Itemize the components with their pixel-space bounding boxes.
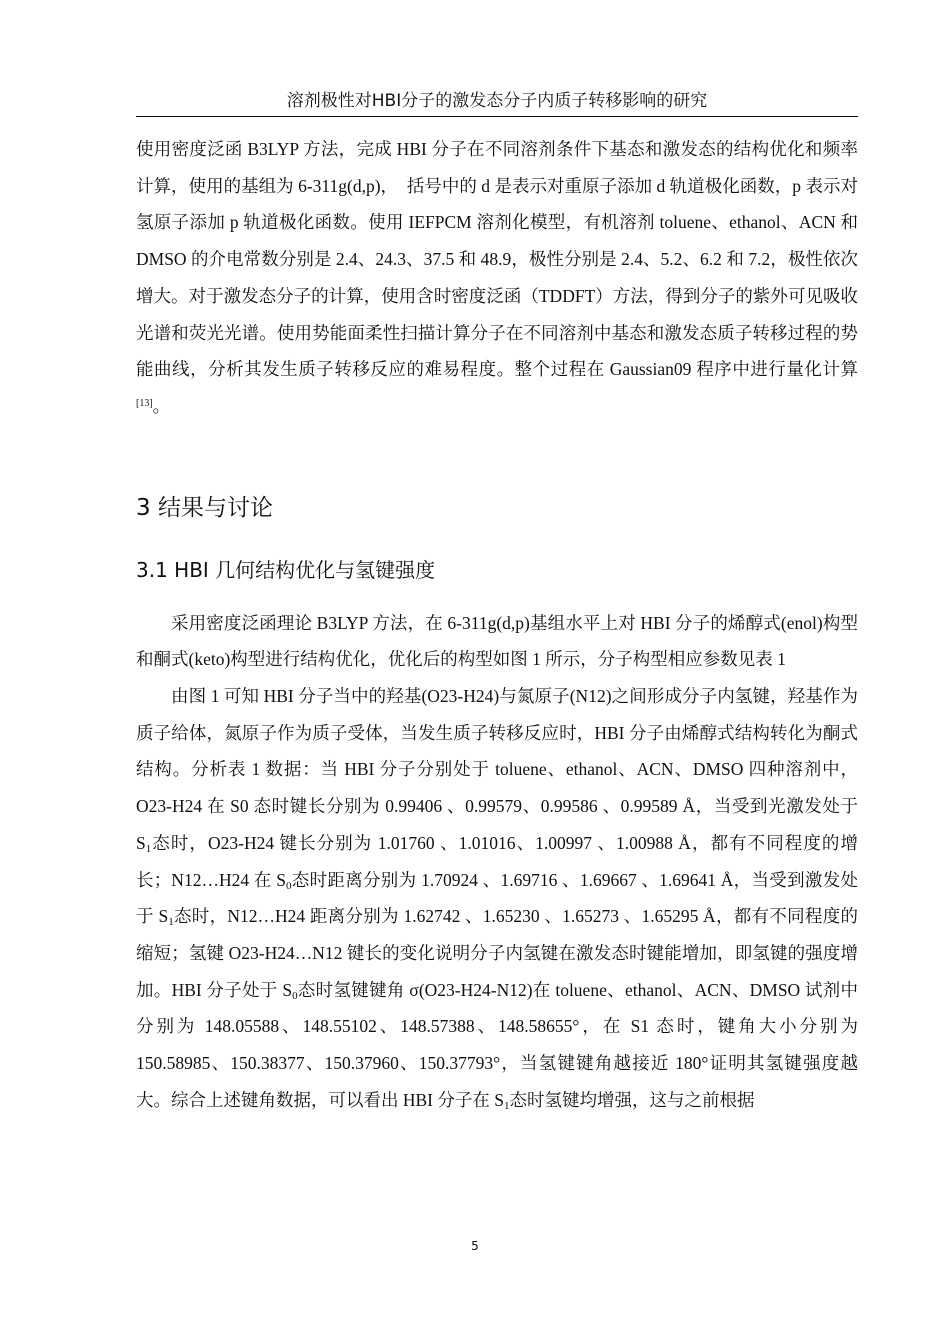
subscript: 1 xyxy=(168,916,174,929)
section-title: 3 结果与讨论 xyxy=(136,494,273,521)
methods-paragraph-end: 。 xyxy=(152,395,171,416)
paragraph-text: 态时氢键均增强，这与之前根据 xyxy=(509,1089,755,1110)
paragraph-text: 态时氢键键角 σ(O23-H24-N12)在 toluene、ethanol、ACN、DMSO 试剂中分别为 148.05588、148.55102、148.57388、148.58655°，在 S1 态时，键角大小分别为 150.58985、150.38377、150.37960、150.37793°，当氢键键角越接近 180°证明其氢键强度越大。综合上述键角数据，可以看出 HBI 分子在 S xyxy=(136,979,858,1110)
hydrogen-bond-paragraph xyxy=(136,678,858,1118)
paragraph-text: 态时，N12…H24 距离分别为 1.62742 、1.65230 、1.65273 、1.65295 Å，都有不同程度的缩短；氢键 O23-H24…N12 键长的变化说明分子内氢键在激发态时键能增加，即氢键的强度增加。HBI 分子处于 S xyxy=(136,906,858,1000)
subscript: 1 xyxy=(504,1099,510,1112)
subscript: 0 xyxy=(285,879,292,892)
page-body xyxy=(136,131,858,1118)
paragraph-text: 由图 1 可知 HBI 分子当中的羟基(O23-H24)与氮原子(N12)之间形成分子内氢键，羟基作为质子给体，氮原子作为质子受体，当发生质子转移反应时，HBI 分子由烯醇式结构转化为酮式结构。分析表 1 数据：当 HBI 分子分别处于 toluene、ethanol、ACN、DMSO 四种溶剂中，O23-H24 在 S0 态时键长分别为 0.99406 、0.99579、0.99586 、0.99589 Å，当受到光激发处于 S xyxy=(136,686,858,853)
subscript: 0 xyxy=(292,989,298,1002)
subsection-title: 3.1 HBI 几何结构优化与氢键强度 xyxy=(136,557,436,582)
methods-paragraph xyxy=(136,131,858,425)
running-header: 溶剂极性对HBI分子的激发态分子内质子转移影响的研究 xyxy=(136,88,858,117)
paragraph-text: 态时距离分别为 1.70924 、1.69716 、1.69667 、1.69641 Å，当受到激发处于 S xyxy=(136,869,858,927)
methods-paragraph-text: 使用密度泛函 B3LYP 方法，完成 HBI 分子在不同溶剂条件下基态和激发态的结构优化和频率计算，使用的基组为 6-311g(d,p)， 括号中的 d 是表示对重原子添加 d 轨道极化函数，p 表示对氢原子添加 p 轨道极化函数。使用 IEFPCM 溶剂化模型，有机溶剂 toluene、ethanol、ACN 和 DMSO 的介电常数分别是 2.4、24.3、37.5 和 48.9，极性分别是 2.4、5.2、6.2 和 7.2，极性依次增大。对于激发态分子的计算，使用含时密度泛函（TDDFT）方法，得到分子的紫外可见吸收光谱和荧光光谱。使用势能面柔性扫描计算分子在不同溶剂中基态和激发态质子转移过程的势能曲线，分析其发生质子转移反应的难易程度。整个过程在 Gaussian09 程序中进行量化计算 xyxy=(136,139,858,380)
citation-ref: [13] xyxy=(136,397,153,409)
optimization-paragraph: 采用密度泛函理论 B3LYP 方法，在 6-311g(d,p)基组水平上对 HBI 分子的烯醇式(enol)构型和酮式(keto)构型进行结构优化，优化后的构型如图 1 所示，分子构型相应参数见表 1 xyxy=(136,612,858,670)
subscript: 1 xyxy=(145,842,152,855)
page-number: 5 xyxy=(471,1239,479,1253)
paragraph-text: 态时，O23-H24 键长分别为 1.01760 、1.01016、1.00997 、1.00988 Å，都有不同程度的增长；N12…H24 在 S xyxy=(136,832,858,890)
